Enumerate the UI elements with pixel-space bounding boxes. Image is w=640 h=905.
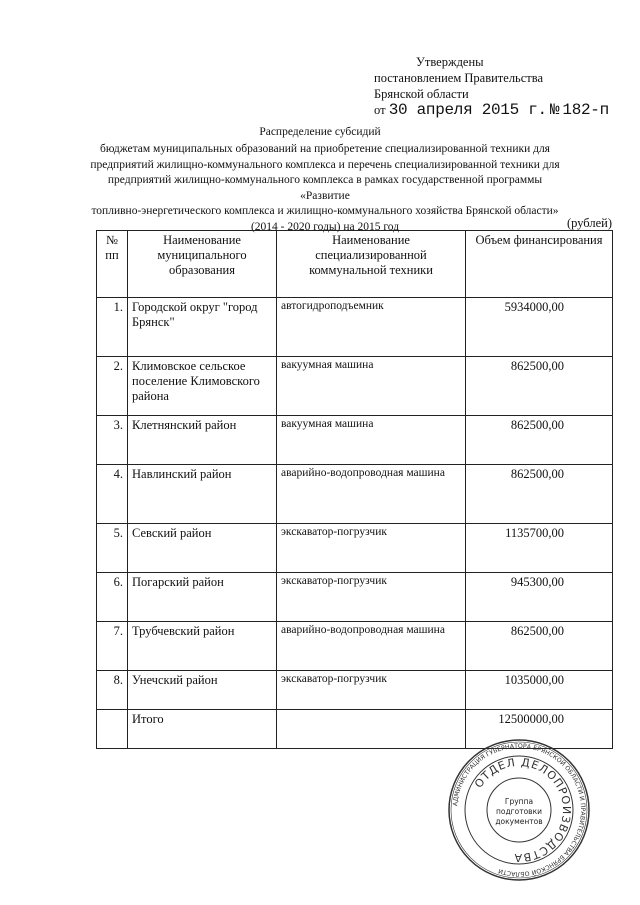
official-stamp [447,738,591,882]
header-technique: Наименование специализированной коммунальной техники [277,231,466,298]
subsidy-table [96,230,613,749]
table-row [97,416,613,465]
row-technique: автогидроподъемник [277,298,466,357]
approval-line-1: Утверждены [416,55,484,69]
row-amount: 862500,00 [466,357,613,416]
subtitle-line: (2014 - 2020 годы) на 2015 год [250,220,400,233]
row-technique: экскаватор-погрузчик [277,524,466,573]
approval-ot: от [374,103,386,117]
subtitle-line: топливно-энергетического комплекса и жилищно-коммунального хозяйства Брянской области» [91,205,559,217]
row-num: 5. [97,524,128,573]
row-num: 8. [97,671,128,710]
table-row [97,357,613,416]
header-amount: Объем финансирования [466,231,613,298]
row-municipality: Трубчевский район [128,622,277,671]
header-num: № пп [97,231,128,298]
row-amount: 5934000,00 [466,298,613,357]
header-municipality: Наименование муниципального образования [128,231,277,298]
approval-number-sign: № [549,101,560,119]
row-amount: 1135700,00 [466,524,613,573]
stamp-inner-line: подготовки [496,807,542,816]
total-num-cell [97,710,128,749]
row-amount: 862500,00 [466,416,613,465]
row-amount: 1035000,00 [466,671,613,710]
total-technique-cell [277,710,466,749]
total-amount: 12500000,00 [466,710,613,749]
row-municipality: Унечский район [128,671,277,710]
subtitle-line: предприятий жилищно-коммунального комплекса и перечень специализированной техники для [90,158,560,171]
row-num: 4. [97,465,128,524]
row-municipality: Климовское сельское поселение Климовского района [128,357,277,416]
row-num: 1. [97,298,128,357]
total-label: Итого [128,710,277,749]
approval-date: 30 апреля 2015 г. [388,101,547,119]
row-municipality: Городской округ "город Брянск" [128,298,277,357]
table-row [97,573,613,622]
document-subtitle [90,142,560,235]
approval-number: 182-п [562,101,609,119]
approval-line-2: постановлением Правительства [374,71,544,85]
row-amount: 945300,00 [466,573,613,622]
row-amount: 862500,00 [466,465,613,524]
row-municipality: Погарский район [128,573,277,622]
table-row [97,298,613,357]
subtitle-line: бюджетам муниципальных образований на приобретение специализированной техники для [100,143,550,155]
row-num: 2. [97,357,128,416]
subtitle-line: предприятий жилищно-коммунального комплекса в рамках государственной программы «Развитие [107,174,543,202]
row-municipality: Клетнянский район [128,416,277,465]
row-amount: 862500,00 [466,622,613,671]
row-num: 7. [97,622,128,671]
table-row [97,671,613,710]
approval-block [374,54,609,118]
approval-date-line [374,102,609,118]
row-technique: экскаватор-погрузчик [277,671,466,710]
row-municipality: Севский район [128,524,277,573]
table-row [97,524,613,573]
row-technique: вакуумная машина [277,357,466,416]
row-technique: аварийно-водопроводная машина [277,465,466,524]
row-num: 6. [97,573,128,622]
stamp-dept-text: ОТДЕЛ ДЕЛОПРОИЗВОДСТВА [472,755,574,865]
table-header-row [97,231,613,298]
row-technique: экскаватор-погрузчик [277,573,466,622]
stamp-inner-line: Группа [504,797,534,806]
units-label: (рублей) [566,216,612,230]
stamp-outer-text: АДМИНИСТРАЦИЯ ГУБЕРНАТОРА БРЯНСКОЙ ОБЛАСТИ И ПРАВИТЕЛЬСТВА БРЯНСКОЙ ОБЛАСТИ [452,742,587,878]
table-row [97,622,613,671]
row-num: 3. [97,416,128,465]
row-technique: вакуумная машина [277,416,466,465]
row-technique: аварийно-водопроводная машина [277,622,466,671]
table-row [97,465,613,524]
approval-line-3: Брянской области [374,87,469,101]
stamp-inner-line: документов [495,817,543,826]
document-title: Распределение субсидий [259,126,381,138]
row-municipality: Навлинский район [128,465,277,524]
